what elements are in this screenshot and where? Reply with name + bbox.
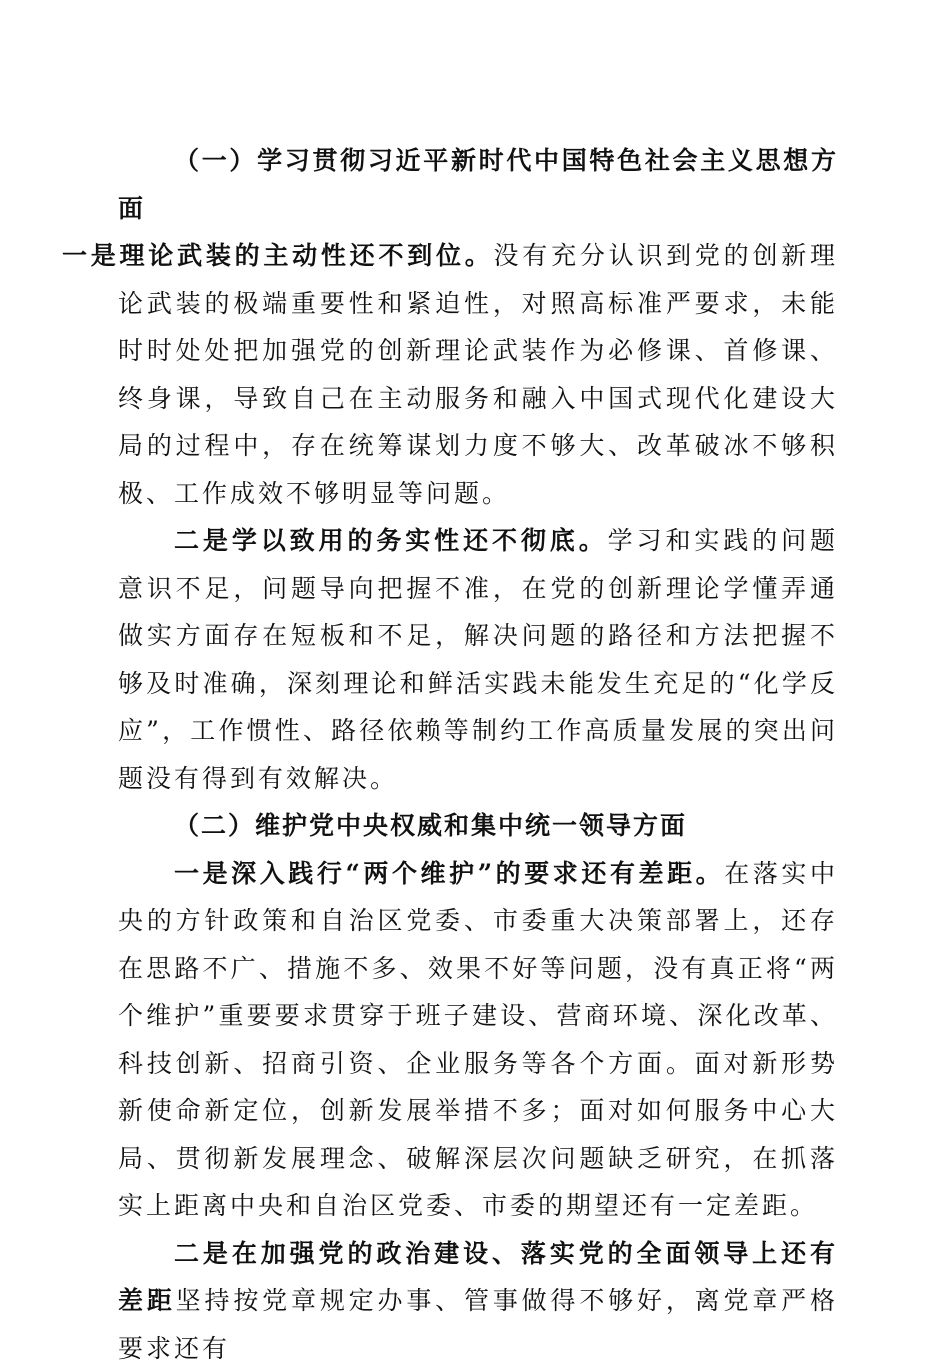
point-lead: 一是理论武装的主动性还不到位。 [62,241,494,270]
point-body: 没有充分认识到党的创新理论武装的极端重要性和紧迫性，对照高标准严要求，未能时时处处把加强党的创新理论武装作为必修课、首修课、终身课，导致自己在主动服务和融入中国式现代化建设大局的过程中，存在统筹谋划力度不够大、改革破冰不够积极、工作成效不够明显等问题。 [118,241,838,508]
section-heading-1 [118,137,838,517]
section-heading-2 [118,802,838,850]
paragraph-point-1-2 [118,517,838,802]
point-body: 在落实中央的方针政策和自治区党委、市委重大决策部署上，还存在思路不广、措施不多、效果不好等问题，没有真正将“两个维护”重要要求贯穿于班子建设、营商环境、深化改革、科技创新、招商引资、企业服务等各个方面。面对新形势新使命新定位，创新发展举措不多；面对如何服务中心大局、贯彻新发展理念、破解深层次问题缺乏研究，在抓落实上距离中央和自治区党委、市委的期望还有一定差距。 [118,859,838,1221]
point-body: 坚持按党章规定办事、管事做得不够好，离党章严格要求还有 [118,1286,838,1363]
section-title: （二）维护党中央权威和集中统一领导方面 [174,811,687,840]
point-lead: 二是在加强党的政治建设、落实党的全面领导上还有差距 [118,1239,838,1316]
point-body: 学习和实践的问题意识不足，问题导向把握不准，在党的创新理论学懂弄通做实方面存在短板和不足，解决问题的路径和方法把握不够及时准确，深刻理论和鲜活实践未能发生充足的“化学反应”，工作惯性、路径依赖等制约工作高质量发展的突出问题没有得到有效解决。 [118,526,838,793]
point-lead: 二是学以致用的务实性还不彻底。 [174,526,608,555]
paragraph-point-2-1 [118,850,838,1230]
point-lead: 一是深入践行“两个维护”的要求还有差距。 [174,859,724,888]
document-body [118,137,838,1372]
section-title: （一）学习贯彻习近平新时代中国特色社会主义思想方面 [118,146,838,223]
paragraph-point-2-2 [118,1230,838,1372]
